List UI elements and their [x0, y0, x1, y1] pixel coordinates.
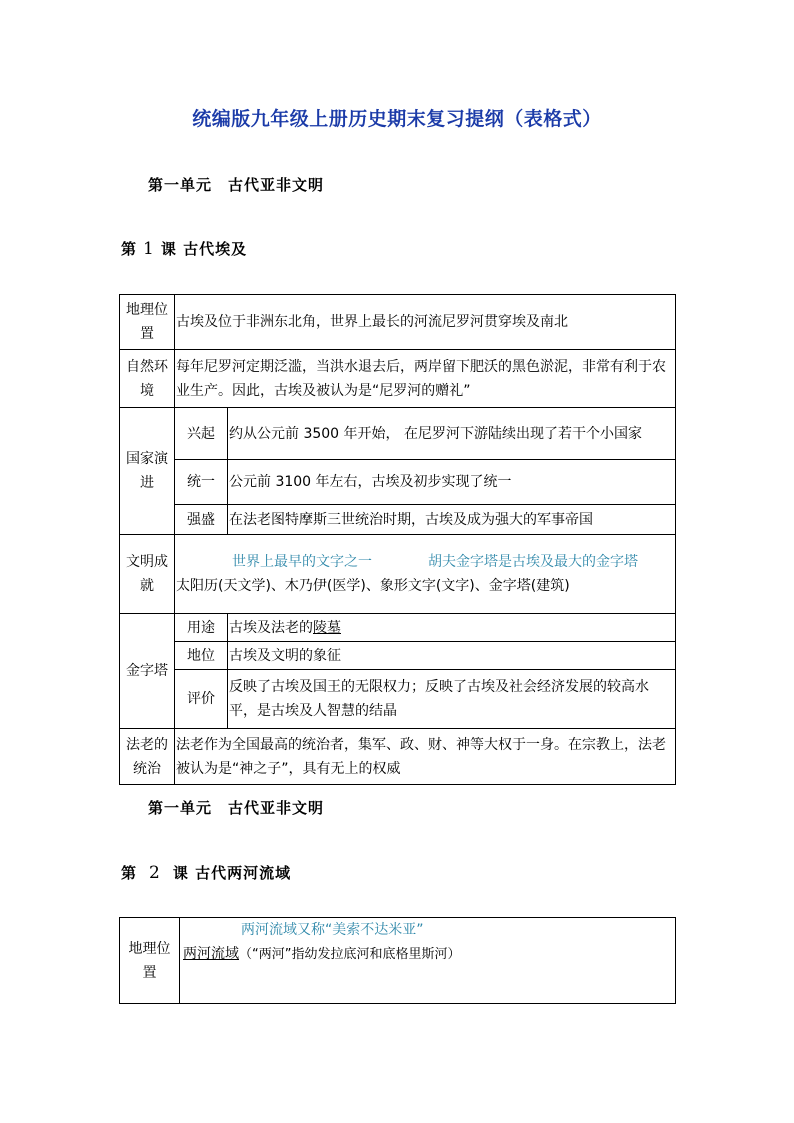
sub-label: 评价 [175, 670, 228, 729]
lesson-number: 2 [149, 863, 161, 883]
underlined-term: 陵墓 [313, 619, 341, 636]
table-row [120, 505, 676, 535]
lesson-2-heading [121, 862, 291, 883]
rivers-note: （“两河”指幼发拉底河和底格里斯河） [239, 947, 461, 962]
table-row [120, 642, 676, 670]
table-row [120, 460, 676, 505]
row-label: 自然环境 [120, 350, 175, 408]
document-title: 统编版九年级上册历史期末复习提纲（表格式） [192, 108, 602, 130]
row-content: 古埃及位于非洲东北角，世界上最长的河流尼罗河贯穿埃及南北 [175, 295, 676, 350]
row-content [180, 918, 676, 1004]
row-content [228, 614, 676, 642]
pyramid-use-text: 古埃及法老的 [229, 619, 313, 636]
table-row [120, 918, 676, 1004]
lesson-1-heading [121, 238, 247, 259]
sub-label: 用途 [175, 614, 228, 642]
lesson-title: 课 古代埃及 [160, 240, 248, 258]
row-content: 公元前 3100 年左右，古埃及初步实现了统一 [228, 460, 676, 505]
sub-label: 地位 [175, 642, 228, 670]
unit-heading: 第一单元 古代亚非文明 [148, 176, 325, 194]
table-row [120, 535, 676, 614]
sub-label: 兴起 [175, 408, 228, 460]
unit-heading-repeat: 第一单元 古代亚非文明 [148, 799, 325, 817]
mesopotamia-note: 两河流域又称“美索不达米亚” [241, 922, 424, 938]
table-row [120, 614, 676, 642]
row-content: 约从公元前 3500 年开始， 在尼罗河下游陆续出现了若干个小国家 [228, 408, 676, 460]
table-row [120, 729, 676, 785]
achievement-note: 世界上最早的文字之一 [232, 554, 372, 570]
lesson-number: 1 [143, 239, 155, 259]
achievement-list: 太阳历(天文学)、木乃伊(医学)、象形文字(文字)、金字塔(建筑) [176, 578, 570, 594]
table-row [120, 295, 676, 350]
row-label: 金字塔 [120, 614, 175, 729]
pyramid-note: 胡夫金字塔是古埃及最大的金字塔 [428, 554, 638, 570]
row-label: 地理位置 [120, 295, 175, 350]
row-content: 每年尼罗河定期泛滥，当洪水退去后，两岸留下肥沃的黑色淤泥，非常有利于农业生产。因此，古埃及被认为是“尼罗河的赠礼” [175, 350, 676, 408]
lesson-2-table [119, 917, 676, 1004]
table-row [120, 670, 676, 729]
table-row [120, 350, 676, 408]
row-content: 在法老图特摩斯三世统治时期，古埃及成为强大的军事帝国 [228, 505, 676, 535]
row-content [175, 535, 676, 614]
row-content: 反映了古埃及国王的无限权力；反映了古埃及社会经济发展的较高水平，是古埃及人智慧的结晶 [228, 670, 676, 729]
table-row [120, 408, 676, 460]
row-content: 古埃及文明的象征 [228, 642, 676, 670]
lesson-1-table [119, 294, 676, 785]
row-content: 法老作为全国最高的统治者，集军、政、财、神等大权于一身。在宗教上，法老被认为是“神之子”，具有无上的权威 [175, 729, 676, 785]
row-label: 国家演进 [120, 408, 175, 535]
row-label: 法老的统治 [120, 729, 175, 785]
row-label: 文明成就 [120, 535, 175, 614]
sub-label: 强盛 [175, 505, 228, 535]
sub-label: 统一 [175, 460, 228, 505]
underlined-term: 两河流域 [183, 946, 239, 962]
lesson-prefix: 第 [121, 240, 138, 258]
row-label: 地理位置 [120, 918, 180, 1004]
lesson-title: 课 古代两河流域 [172, 864, 292, 882]
lesson-prefix: 第 [121, 864, 138, 882]
